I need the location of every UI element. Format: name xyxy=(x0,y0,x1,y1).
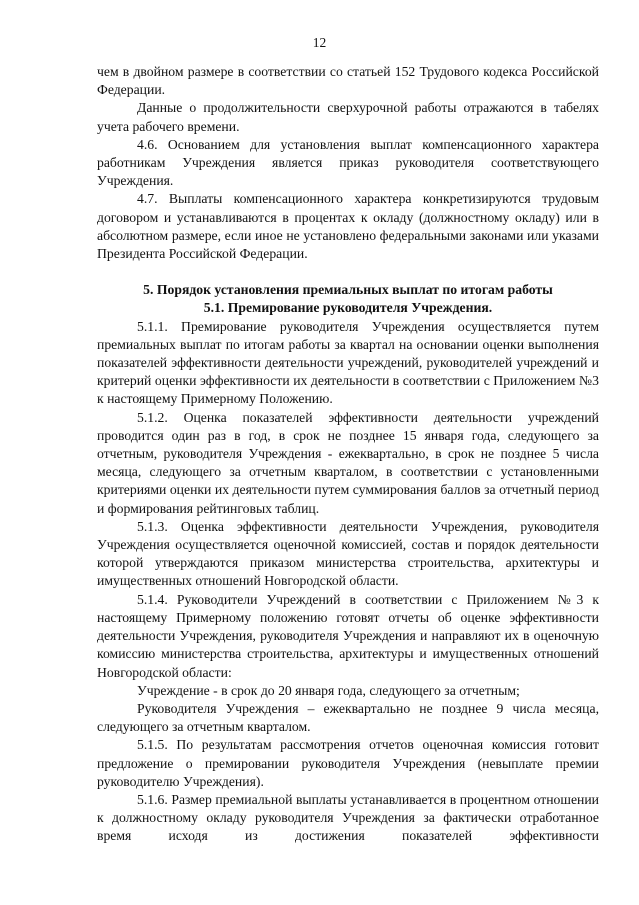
page-number: 12 xyxy=(312,35,327,50)
paragraph-5-1-4: 5.1.4. Руководители Учреждений в соответствии с Приложением №3 к настоящему Примерному положению готовят отчеты об оценке эффективности деятельности Учреждения, руководителя Учреждения и направляют их в оценочную комиссию министерства строительства, архитектуры и имущественных отношений Новгородской области: xyxy=(97,591,599,680)
paragraph-4-7: 4.7. Выплаты компенсационного характера конкретизируются трудовым договором и устанавливаются в процентах к окладу (должностному окладу) или в абсолютном размере, если иное не установлено федеральными законами или указами Президента Российской Федерации. xyxy=(97,191,599,262)
paragraph-5-1-5: 5.1.5. По результатам рассмотрения отчетов оценочная комиссия готовит предложение о премировании руководителя Учреждения (невыплате премии руководителю Учреждения). xyxy=(97,737,599,789)
paragraph-deadline-head: Руководителя Учреждения – ежеквартально не позднее 9 числа месяца, следующего за отчетным кварталом. xyxy=(97,700,599,735)
paragraph-5-1-3: 5.1.3. Оценка эффективности деятельности Учреждения, руководителя Учреждения осуществляется оценочной комиссией, состав и порядок деятельности которой утверждаются приказом министерства строительства, архитектуры и имущественных отношений Новгородской области. xyxy=(97,518,599,589)
paragraph-4-6: 4.6. Основанием для установления выплат компенсационного характера работникам Учреждения является приказ руководителя соответствующего Учреждения. xyxy=(97,136,599,189)
paragraph-5-1-6: 5.1.6. Размер премиальной выплаты устанавливается в процентном отношении к должностному окладу руководителя Учреждения за фактически отработанное время исходя из достижения показателей эффективности xyxy=(97,791,599,844)
paragraph-continuation: чем в двойном размере в соответствии со статьей 152 Трудового кодекса Российской Федерации. xyxy=(97,64,599,98)
section-heading: 5. Порядок установления премиальных выплат по итогам работы xyxy=(143,282,553,298)
paragraph-deadline-institution: Учреждение - в срок до 20 января года, следующего за отчетным; xyxy=(137,682,520,698)
subsection-heading: 5.1. Премирование руководителя Учреждения. xyxy=(203,300,493,316)
paragraph-overtime: Данные о продолжительности сверхурочной работы отражаются в табелях учета рабочего времени. xyxy=(97,100,599,134)
paragraph-5-1-2: 5.1.2. Оценка показателей эффективности деятельности учреждений проводится один раз в год, в срок не позднее 15 января года, следующего за отчетным, руководителя Учреждения - ежеквартально, в срок не позднее 5 числа месяца, следующего за отчетным кварталом, в соответствии с установленными критериями оценки их деятельности путем суммирования баллов за отчетный период и формирования рейтинговых таблиц. xyxy=(97,409,599,516)
document-body xyxy=(97,63,599,846)
paragraph-5-1-1: 5.1.1. Премирование руководителя Учреждения осуществляется путем премиальных выплат по итогам работы за квартал на основании оценки выполнения показателей эффективности деятельности учреждений, руководителей учреждений и критерий оценки эффективности их деятельности в соответствии с Приложением №3 к настоящему Примерному Положению. xyxy=(97,318,599,407)
